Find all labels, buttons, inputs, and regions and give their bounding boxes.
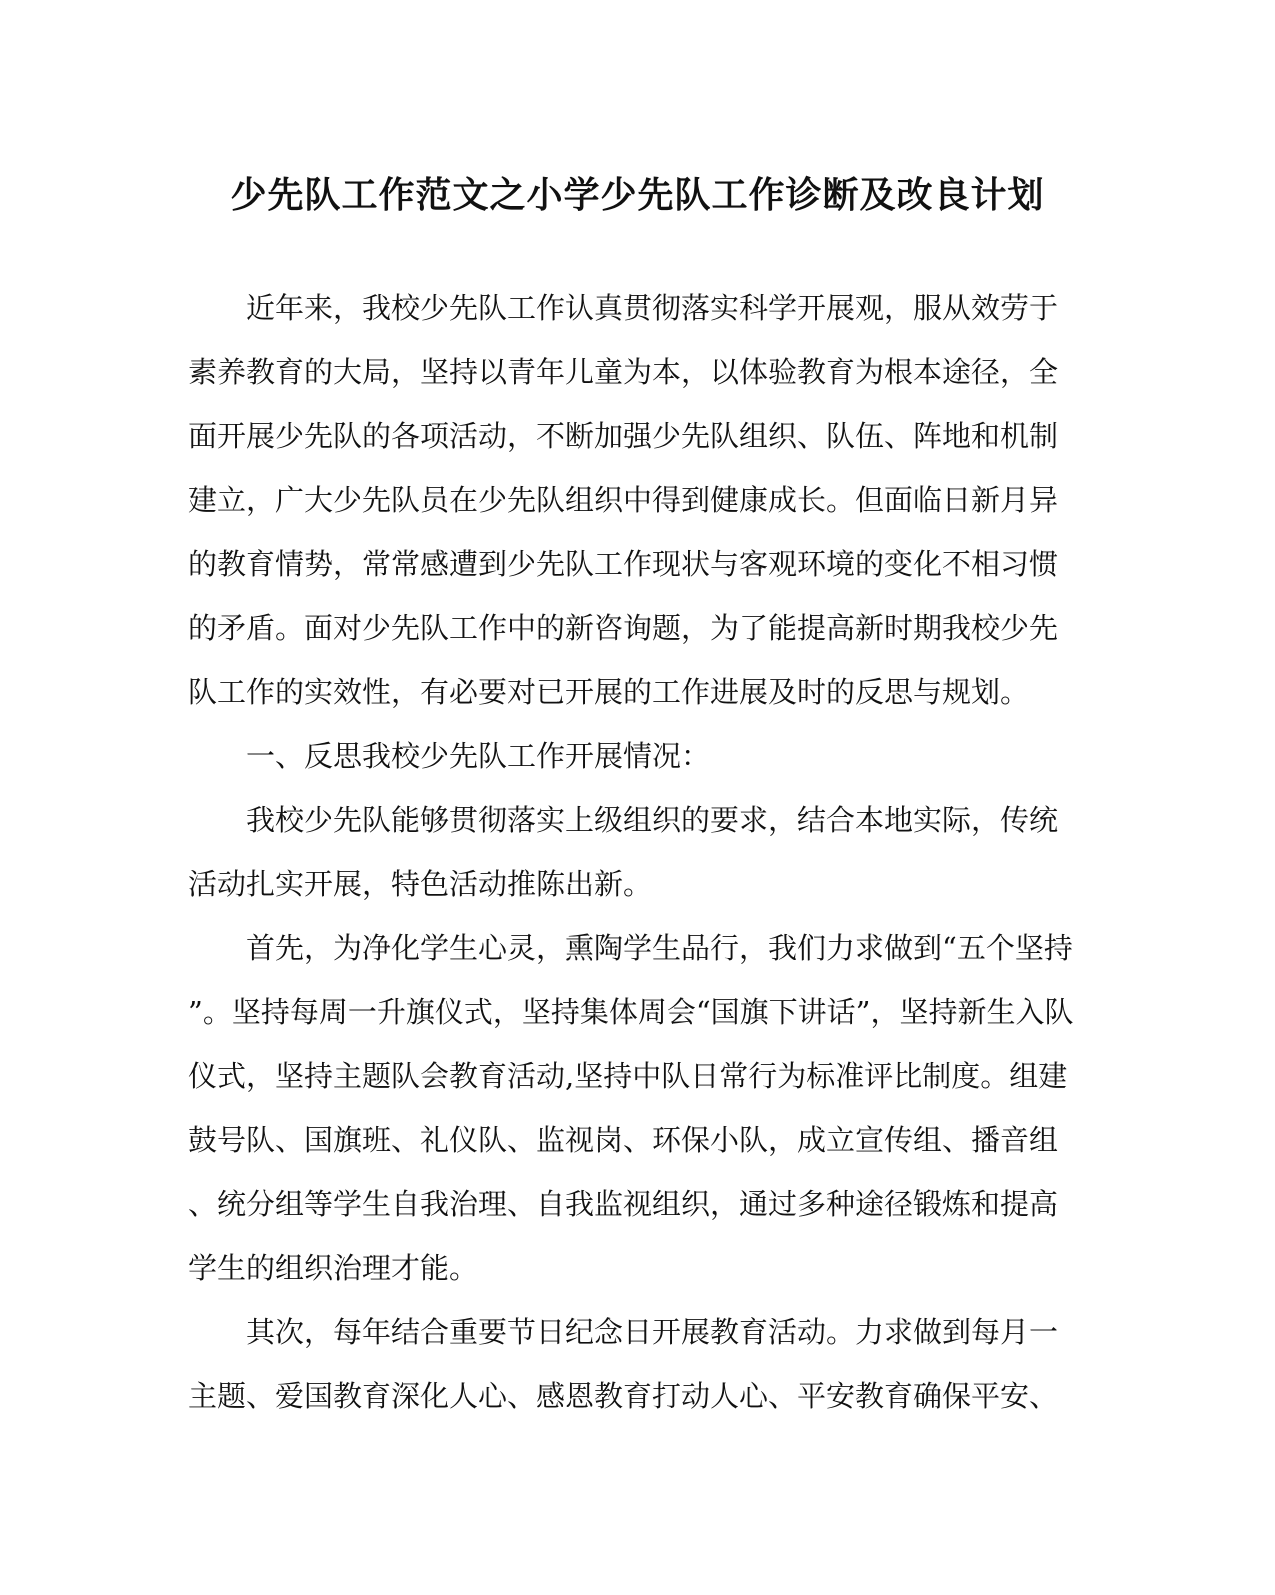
document-body: [188, 276, 1078, 1428]
paragraph-line: 队工作的实效性，有必要对已开展的工作进展及时的反思与规划。: [188, 675, 1030, 709]
paragraph-line: 、统分组等学生自我治理、自我监视组织，通过多种途径锻炼和提高: [188, 1187, 1059, 1221]
paragraph-line: 仪式，坚持主题队会教育活动,坚持中队日常行为标准评比制度。组建: [188, 1059, 1068, 1093]
paragraph-line: 首先，为净化学生心灵，熏陶学生品行，我们力求做到“五个坚持: [246, 931, 1073, 965]
paragraph-line: 主题、爱国教育深化人心、感恩教育打动人心、平安教育确保平安、: [188, 1379, 1059, 1413]
paragraph-line: 的教育情势，常常感遭到少先队工作现状与客观环境的变化不相习惯: [188, 547, 1059, 581]
section-heading: 一、反思我校少先队工作开展情况：: [246, 739, 711, 773]
paragraph-line: 我校少先队能够贯彻落实上级组织的要求，结合本地实际，传统: [246, 803, 1059, 837]
paragraph-line: 的矛盾。面对少先队工作中的新咨询题，为了能提高新时期我校少先: [188, 611, 1059, 645]
paragraph-line: 鼓号队、国旗班、礼仪队、监视岗、环保小队，成立宣传组、播音组: [188, 1123, 1059, 1157]
paragraph-line: ”。坚持每周一升旗仪式，坚持集体周会“国旗下讲话”，坚持新生入队: [188, 995, 1074, 1029]
paragraph-line: 建立，广大少先队员在少先队组织中得到健康成长。但面临日新月异: [188, 483, 1059, 517]
paragraph-line: 学生的组织治理才能。: [188, 1251, 479, 1285]
paragraph-line: 素养教育的大局，坚持以青年儿童为本，以体验教育为根本途径，全: [188, 355, 1059, 389]
document-title: 少先队工作范文之小学少先队工作诊断及改良计划: [230, 174, 1045, 216]
paragraph-line: 面开展少先队的各项活动，不断加强少先队组织、队伍、阵地和机制: [188, 419, 1059, 453]
paragraph-line: 活动扎实开展，特色活动推陈出新。: [188, 867, 653, 901]
paragraph-line: 其次，每年结合重要节日纪念日开展教育活动。力求做到每月一: [246, 1315, 1059, 1349]
paragraph-line: 近年来，我校少先队工作认真贯彻落实科学开展观，服从效劳于: [246, 291, 1059, 325]
